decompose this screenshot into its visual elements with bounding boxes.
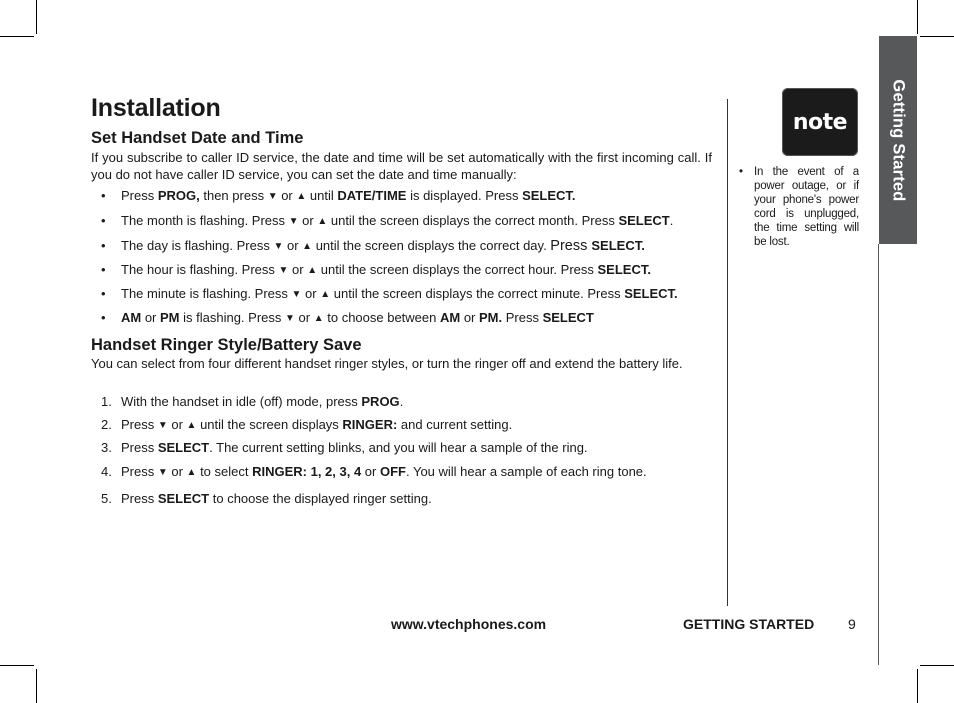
crop-mark xyxy=(917,669,918,703)
up-arrow-icon: ▲ xyxy=(186,467,197,478)
up-arrow-icon: ▲ xyxy=(186,420,197,431)
crop-mark xyxy=(920,36,954,37)
list-item: 5. Press SELECT to choose the displayed ringer setting. xyxy=(101,491,432,506)
section-intro-ringer: You can select from four different handset ringer styles, or turn the ringer off and extend the battery life. xyxy=(91,356,683,371)
ringer-steps xyxy=(91,393,721,507)
up-arrow-icon: ▲ xyxy=(317,216,328,227)
section-intro-date-time: If you subscribe to caller ID service, the date and time will be set automatically with the first incoming call. If you do not have caller ID service, you can set the date and time manually: xyxy=(91,150,712,182)
note-list xyxy=(739,165,859,249)
crop-mark xyxy=(36,0,37,34)
footer-section-name: GETTING STARTED xyxy=(683,616,815,632)
list-item: 4. Press ▼ or ▲ to select RINGER: 1, 2, 3, 4 or OFF. You will hear a sample of each ring tone. xyxy=(101,464,647,479)
down-arrow-icon: ▼ xyxy=(288,216,299,227)
list-item: • Press PROG, then press ▼ or ▲ until DATE/TIME is displayed. Press SELECT. xyxy=(91,187,721,205)
page-title: Installation xyxy=(91,94,221,122)
down-arrow-icon: ▼ xyxy=(291,289,302,300)
list-item: • AM or PM is flashing. Press ▼ or ▲ to choose between AM or PM. Press SELECT xyxy=(91,309,721,327)
list-item: • The day is flashing. Press ▼ or ▲ until the screen displays the correct day. Press SELECT. xyxy=(91,237,721,255)
side-tab-getting-started xyxy=(879,36,917,244)
section-heading-ringer: Handset Ringer Style/Battery Save xyxy=(91,336,362,354)
up-arrow-icon: ▲ xyxy=(296,191,307,202)
up-arrow-icon: ▲ xyxy=(320,289,331,300)
up-arrow-icon: ▲ xyxy=(313,313,324,324)
down-arrow-icon: ▼ xyxy=(157,467,168,478)
crop-mark xyxy=(0,36,34,37)
column-divider xyxy=(727,99,728,606)
note-item: • In the event of a power outage, or if your phone's power cord is unplugged, the time setting will be lost. xyxy=(739,165,859,249)
side-tab-label: Getting Started xyxy=(889,78,908,202)
page-number: 9 xyxy=(848,616,856,632)
down-arrow-icon: ▼ xyxy=(267,191,278,202)
section-heading-date-time: Set Handset Date and Time xyxy=(91,129,304,147)
down-arrow-icon: ▼ xyxy=(273,241,284,252)
list-item: • The hour is flashing. Press ▼ or ▲ until the screen displays the correct hour. Press SELECT. xyxy=(91,261,721,279)
list-item: • The month is flashing. Press ▼ or ▲ until the screen displays the correct month. Press SELECT. xyxy=(91,212,721,230)
footer-url: www.vtechphones.com xyxy=(391,616,547,632)
down-arrow-icon: ▼ xyxy=(157,420,168,431)
crop-mark xyxy=(0,665,34,666)
crop-mark xyxy=(917,0,918,34)
up-arrow-icon: ▲ xyxy=(307,265,318,276)
up-arrow-icon: ▲ xyxy=(302,241,313,252)
down-arrow-icon: ▼ xyxy=(278,265,289,276)
date-time-steps xyxy=(91,187,721,327)
side-rule xyxy=(878,244,879,665)
list-item: • The minute is flashing. Press ▼ or ▲ until the screen displays the correct minute. Press SELECT. xyxy=(91,285,721,303)
crop-mark xyxy=(36,669,37,703)
note-badge-label: note xyxy=(792,109,848,135)
list-item: 2. Press ▼ or ▲ until the screen displays RINGER: and current setting. xyxy=(101,417,513,432)
down-arrow-icon: ▼ xyxy=(285,313,295,324)
list-item: 1. With the handset in idle (off) mode, press PROG. xyxy=(101,394,404,409)
note-badge xyxy=(782,88,858,156)
list-item: 3. Press SELECT. The current setting blinks, and you will hear a sample of the ring. xyxy=(101,440,588,455)
crop-mark xyxy=(920,665,954,666)
